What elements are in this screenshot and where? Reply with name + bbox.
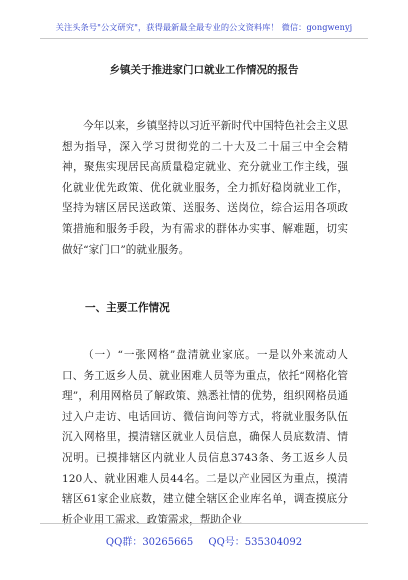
qq-number: QQ号：535304092 bbox=[208, 537, 303, 548]
section-heading: 一、主要工作情况 bbox=[85, 302, 170, 314]
header-banner: 关注头条号"公文研究"，获得最新最全最专业的公文资料库！ 微信：gongwenyj bbox=[55, 22, 353, 32]
body-paragraph: （一）“一张网格”盘清就业家底。一是以外来流动人口、务工返乡人员、就业困难人员等为重点，依托“网格化管理”，利用网格员了解政策、熟悉社情的优势，组织网格员通过入户走访、电话回访、微信询问等方式，将就业服务队伍沉入网格里，摸清辖区就业人员信息，确保人员底数清、情况明。已摸排辖区内就业人员信息3743条、务工返乡人员120人、就业困难人员44名。二是以产业园区为重点，摸清辖区61家企业底数，建立健全辖区企业库名单，调查摸底分析企业用工需求、政策需求，帮助企业 bbox=[62, 349, 348, 526]
footer-divider bbox=[40, 523, 368, 524]
document-title: 乡镇关于推进家门口就业工作情况的报告 bbox=[109, 64, 299, 76]
footer-contact bbox=[0, 533, 408, 548]
intro-paragraph: 今年以来，乡镇坚持以习近平新时代中国特色社会主义思想为指导，深入学习贯彻党的二十大及二十届三中全会精神，聚焦实现居民高质量稳定就业、充分就业工作主线，强化就业优先政策、优化就业服务，全力抓好稳岗就业工作，坚持为辖区居民送政策、送服务、送岗位，综合运用各项政策措施和服务手段，为有需求的群体办实事、解难题，切实做好“家门口”的就业服务。 bbox=[62, 120, 348, 256]
qq-group: QQ群：30265665 bbox=[105, 537, 194, 548]
header-divider bbox=[40, 38, 368, 39]
